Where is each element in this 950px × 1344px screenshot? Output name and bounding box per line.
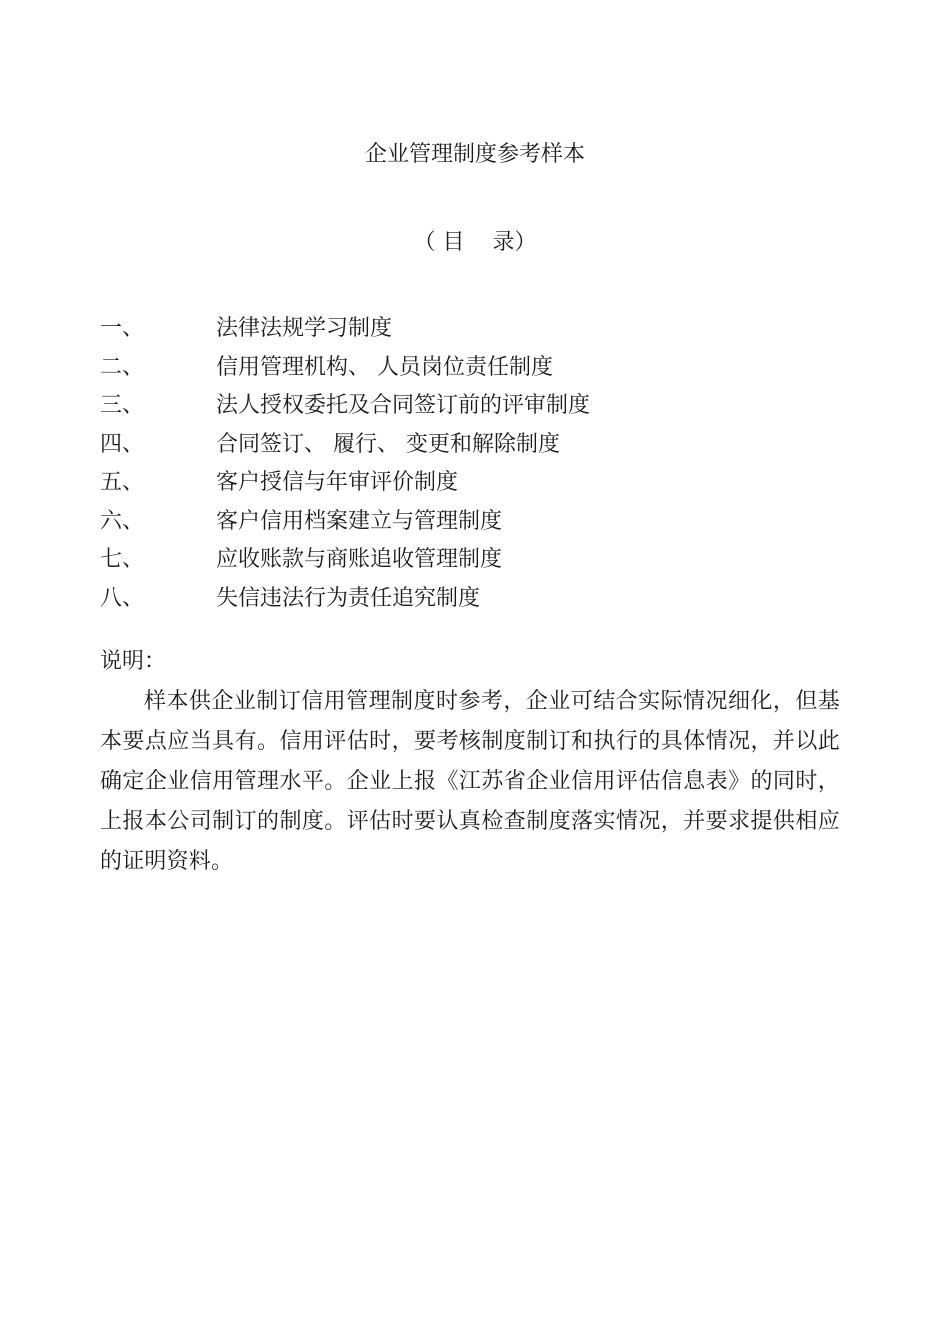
toc-item <box>100 505 860 544</box>
toc-item-number: 一、 <box>100 316 145 341</box>
toc-item <box>100 466 860 505</box>
toc-item-number: 二、 <box>100 354 145 380</box>
toc-item <box>100 582 860 621</box>
toc-item-text: 信用管理机构、 人员岗位责任制度 <box>216 354 553 380</box>
toc-item-number: 四、 <box>100 431 145 457</box>
toc-item-text: 客户授信与年审评价制度 <box>216 470 459 495</box>
toc-item <box>100 312 860 351</box>
toc-item-number: 六、 <box>100 508 145 534</box>
toc-item <box>100 543 860 582</box>
toc-item-number: 三、 <box>100 393 145 418</box>
table-of-contents <box>100 312 860 620</box>
toc-item-number: 八、 <box>100 585 145 611</box>
toc-item <box>100 428 860 467</box>
toc-item-text: 合同签订、 履行、 变更和解除制度 <box>216 431 560 457</box>
note-label: 说明： <box>100 649 167 674</box>
toc-item-text: 客户信用档案建立与管理制度 <box>216 508 503 534</box>
note-paragraph: 样本供企业制订信用管理制度时参考，企业可结合实际情况细化，但基本要点应当具有。信用评估时，要考核制度制订和执行的具体情况，并以此确定企业信用管理水平。企业上报《江苏省企业信用评估信息表》的同时，上报本公司制订的制度。评估时要认真检查制度落实情况，并要求提供相应的证明资料。 <box>100 689 840 874</box>
toc-item <box>100 389 860 428</box>
toc-item-text: 失信违法行为责任追究制度 <box>216 585 481 611</box>
toc-item-number: 七、 <box>100 547 145 572</box>
toc-item-number: 五、 <box>100 470 145 495</box>
document-title: 企业管理制度参考样本 <box>364 142 585 167</box>
toc-item-text: 法人授权委托及合同签订前的评审制度 <box>216 393 591 418</box>
toc-item-text: 应收账款与商账追收管理制度 <box>216 547 503 572</box>
toc-item <box>100 351 860 390</box>
toc-heading: （ 目 录） <box>413 230 537 255</box>
toc-item-text: 法律法规学习制度 <box>216 316 393 341</box>
